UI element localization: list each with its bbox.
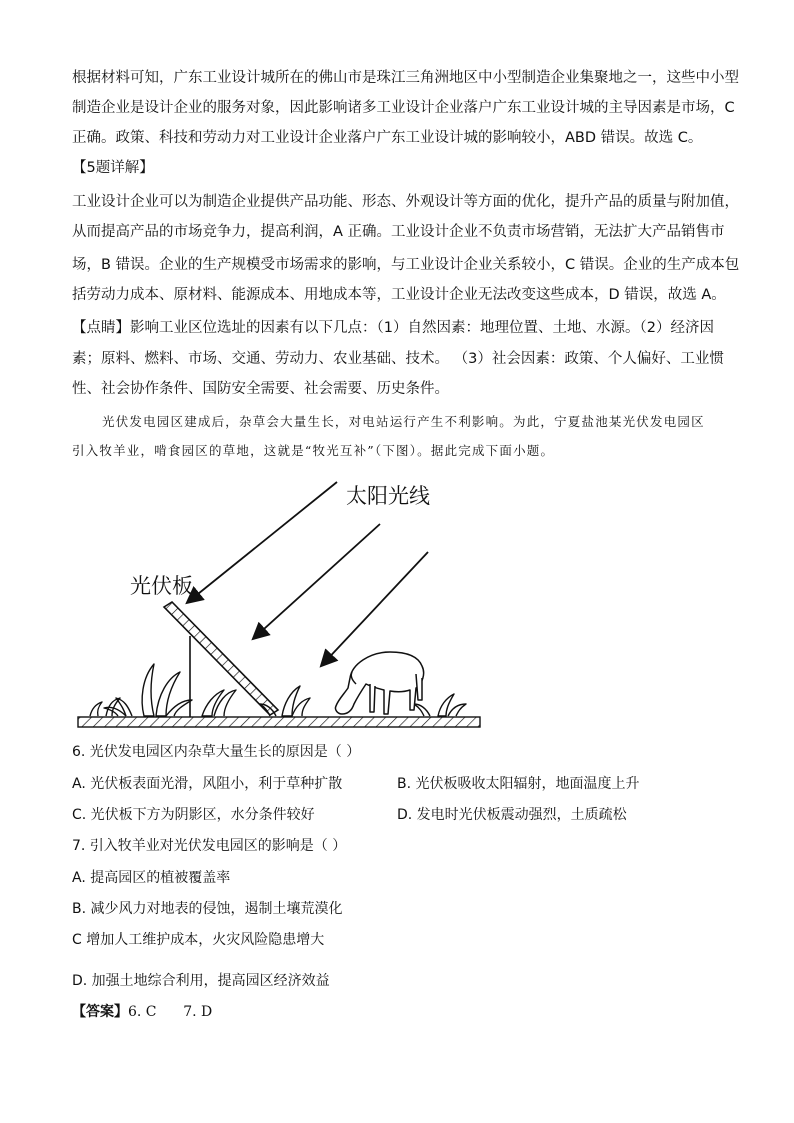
explanation-line: 括劳动力成本、原材料、能源成本、用地成本等，工业设计企业无法改变这些成本，D 错误，故选 A。 <box>72 287 726 303</box>
passage-line: 引入牧羊业，啃食园区的草地，这就是“牧光互补”（下图）。据此完成下面小题。 <box>72 443 555 458</box>
solar-panel <box>164 602 278 715</box>
q7-option-b: B. 减少风力对地表的侵蚀，遏制土壤荒漠化 <box>72 901 343 917</box>
explanation-line: 从而提高产品的市场竞争力，提高利润，A 正确。工业设计企业不负责市场营销，无法扩大产品销售市 <box>72 224 725 240</box>
q6-option-a: A. 光伏板表面光滑，风阻小，利于草种扩散 <box>72 776 343 792</box>
q7-option-a: A. 提高园区的植被覆盖率 <box>72 870 231 886</box>
explanation-line: 根据材料可知，广东工业设计城所在的佛山市是珠江三角洲地区中小型制造企业集聚地之一，这些中小型 <box>72 70 739 86</box>
ground <box>78 717 480 727</box>
section-heading: 【5题详解】 <box>72 160 154 176</box>
explanation-line: 场，B 错误。企业的生产规模受市场需求的影响，与工业设计企业关系较小，C 错误。企业的生产成本包 <box>72 257 740 273</box>
sunlight-arrows <box>188 482 428 665</box>
keypoint-line: 素；原料、燃料、市场、交通、劳动力、农业基础、技术。 （3）社会因素：政策、个人偏好、工业惯 <box>72 351 724 367</box>
question-6-stem: 6. 光伏发电园区内杂草大量生长的原因是（ ） <box>72 744 361 760</box>
answer-value: 6. C 7. D <box>128 1004 213 1020</box>
panel-label: 光伏板 <box>130 574 193 598</box>
sunlight-label: 太阳光线 <box>346 484 430 508</box>
q6-option-c: C. 光伏板下方为阴影区，水分条件较好 <box>72 807 315 823</box>
sun-ray-arrow <box>254 524 380 638</box>
answer-label: 【答案】 <box>72 1004 128 1020</box>
explanation-line: 工业设计企业可以为制造企业提供产品功能、形态、外观设计等方面的优化，提升产品的质量与附加值， <box>72 194 739 210</box>
keypoint-line: 【点睛】影响工业区位选址的因素有以下几点：（1）自然因素：地理位置、土地、水源。（2）经济因 <box>72 320 714 336</box>
agrivoltaic-diagram <box>70 478 490 738</box>
q6-option-d: D. 发电时光伏板震动强烈，土质疏松 <box>397 807 627 823</box>
question-7-stem: 7. 引入牧羊业对光伏发电园区的影响是（ ） <box>72 838 347 854</box>
explanation-line: 制造企业是设计企业的服务对象，因此影响诸多工业设计企业落户广东工业设计城的主导因素是市场，C <box>72 100 735 116</box>
sun-ray-arrow <box>322 552 428 665</box>
q7-option-c: C 增加人工维护成本，火灾风险隐患增大 <box>72 932 325 948</box>
q6-option-b: B. 光伏板吸收太阳辐射，地面温度上升 <box>397 776 640 792</box>
explanation-line: 正确。政策、科技和劳动力对工业设计企业落户广东工业设计城的影响较小，ABD 错误。故选 C。 <box>72 130 703 146</box>
sheep <box>335 652 423 714</box>
passage-line: 光伏发电园区建成后，杂草会大量生长，对电站运行产生不利影响。为此，宁夏盐池某光伏发电园区 <box>102 414 705 429</box>
q7-option-d: D. 加强土地综合利用，提高园区经济效益 <box>72 973 330 989</box>
keypoint-line: 性、社会协作条件、国防安全需要、社会需要、历史条件。 <box>72 381 449 397</box>
answer-line <box>72 1002 212 1022</box>
